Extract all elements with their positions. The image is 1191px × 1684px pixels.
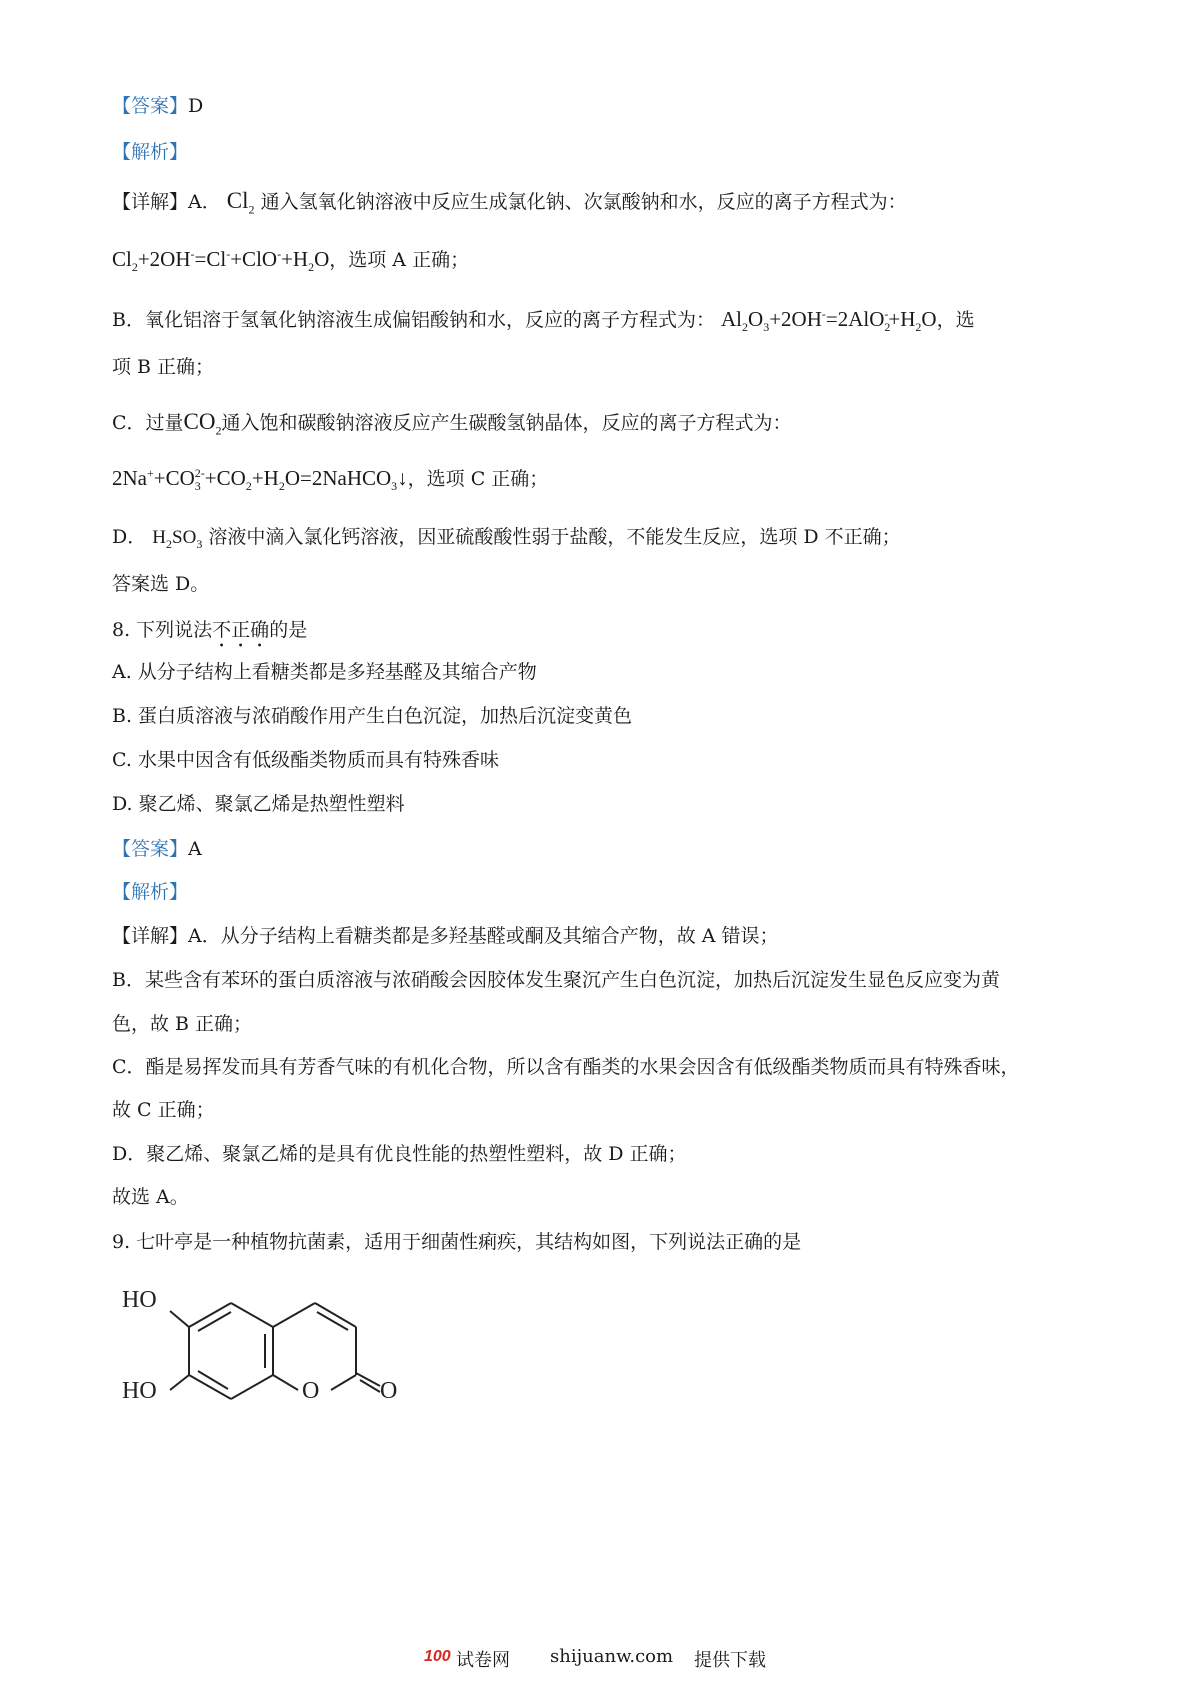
- h2so3-formula: $H_2SO_3$: [152, 527, 203, 551]
- label-ho-top: HO: [122, 1287, 157, 1313]
- cl2-formula: $Cl_2$: [226, 188, 255, 217]
- q8-detail-line-4: C．酯是易挥发而具有芳香气味的有机化合物，所以含有酯类的水果会因含有低级酯类物质而具有特殊香味，: [112, 1056, 1020, 1078]
- q8-stem-emphasis: 不正确: [212, 619, 270, 641]
- q8-stem-part1: 8. 下列说法: [112, 619, 213, 641]
- q8-option-c: C. 水果中因含有低级酯类物质而具有特殊香味: [112, 749, 499, 771]
- equation-a-suffix: ，选项 A 正确；: [329, 249, 470, 271]
- label-ho-bottom: HO: [122, 1378, 157, 1404]
- answer-value: D: [188, 95, 204, 117]
- q8-detail-line-6: D．聚乙烯、聚氯乙烯的是具有优良性能的热塑性塑料，故 D 正确；: [112, 1143, 687, 1165]
- answer-value: A: [188, 838, 202, 860]
- q7-answer-line: [112, 97, 203, 116]
- detail-c-text-1: C．过量: [112, 412, 184, 434]
- equation-b-suffix: ，选: [936, 309, 975, 331]
- q8-option-a: A. 从分子结构上看糖类都是多羟基醛及其缩合产物: [112, 661, 537, 683]
- detail-c-text-2: 通入饱和碳酸钠溶液反应产生碳酸氢钠晶体，反应的离子方程式为：: [221, 412, 792, 434]
- equation-c-suffix: ，选项 C 正确；: [407, 468, 549, 490]
- detail-d-prefix: D．: [112, 526, 147, 548]
- q7-eq-a-line: [112, 247, 470, 275]
- label-ring-o: O: [302, 1378, 320, 1404]
- detail-b-text: B．氧化铝溶于氢氧化钠溶液生成偏铝酸钠和水，反应的离子方程式为：: [112, 309, 715, 331]
- q7-analysis-tag: 【解析】: [112, 141, 189, 163]
- co2-formula: $CO_2$: [183, 409, 222, 438]
- q8-analysis-tag: 【解析】: [112, 881, 189, 903]
- q7-detail-a: [112, 188, 907, 217]
- q8-detail-line-2: B．某些含有苯环的蛋白质溶液与浓硝酸会因胶体发生聚沉产生白色沉淀，加热后沉淀发生显色反应变为黄: [112, 969, 1000, 991]
- footer-slogan: 提供下载: [694, 1650, 766, 1671]
- q9-stem: 9. 七叶亭是一种植物抗菌素，适用于细菌性痢疾，其结构如图，下列说法正确的是: [112, 1231, 802, 1253]
- equation-c: $2Na^++CO_3^{2-}+CO_2+H_2O=2NaHCO_3↓$: [112, 466, 408, 494]
- q7-detail-c: [112, 409, 792, 438]
- q8-detail-line-1: 【详解】A．从分子结构上看糖类都是多羟基醛或酮及其缩合产物，故 A 错误；: [112, 925, 779, 947]
- q8-detail-line-5: 故 C 正确；: [112, 1099, 215, 1121]
- answer-tag: 【答案】: [112, 838, 189, 860]
- q8-option-d: D. 聚乙烯、聚氯乙烯是热塑性塑料: [112, 793, 405, 815]
- q7-conclusion: 答案选 D。: [112, 573, 210, 595]
- answer-tag: 【答案】: [112, 95, 189, 117]
- equation-a: $Cl_2+2OH^-=Cl^-+ClO^-+H_2O$: [112, 247, 330, 275]
- q8-option-b: B. 蛋白质溶液与浓硝酸作用产生白色沉淀，加热后沉淀变黄色: [112, 705, 633, 727]
- label-carbonyl-o: O: [380, 1378, 398, 1404]
- q8-stem: [112, 619, 307, 652]
- detail-tag: 【详解】: [112, 191, 189, 213]
- esculetin-structure: [118, 1272, 418, 1412]
- q7-detail-b-cont: 项 B 正确；: [112, 356, 215, 378]
- detail-a-text: 通入氢氧化钠溶液中反应生成氯化钠、次氯酸钠和水，反应的离子方程式为：: [260, 191, 907, 213]
- equation-b: $Al_2O_3+2OH^-=2AlO_2^-+H_2O$: [721, 307, 937, 335]
- footer-domain[interactable]: shijuanw.com: [550, 1646, 674, 1667]
- q8-detail-line-7: 故选 A。: [112, 1186, 189, 1208]
- q7-detail-b: [112, 307, 975, 335]
- q8-answer-line: [112, 840, 202, 859]
- detail-d-text: 溶液中滴入氯化钙溶液，因亚硫酸酸性弱于盐酸，不能发生反应，选项 D 不正确；: [208, 526, 901, 548]
- option-a-prefix: A．: [188, 191, 221, 213]
- q8-stem-part2: 的是: [269, 619, 308, 641]
- site-logo: 100: [424, 1648, 451, 1665]
- q8-detail-line-3: 色，故 B 正确；: [112, 1013, 253, 1035]
- q7-eq-c-line: [112, 466, 549, 494]
- footer-site-name: 试卷网: [456, 1650, 510, 1671]
- q7-detail-d: [112, 526, 901, 551]
